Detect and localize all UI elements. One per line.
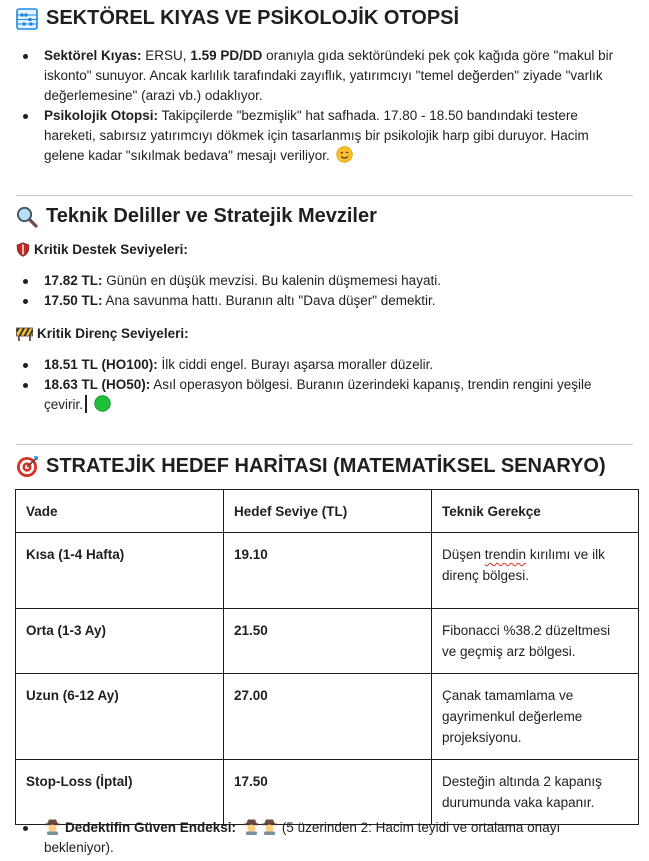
support-list	[0, 271, 630, 311]
target-icon	[16, 456, 38, 478]
target-table	[15, 489, 639, 825]
list-item: 18.63 TL (HO50): Asıl operasyon bölgesi. Buranın üzerindeki kapanış, trendin rengini yeşile çevirir.	[0, 375, 630, 415]
table-cell-hedef: 21.50	[224, 609, 432, 674]
table-row	[16, 760, 639, 825]
resistance-heading: Kritik Direnç Seviyeleri:	[16, 326, 189, 341]
table-cell-hedef: 19.10	[224, 533, 432, 609]
text-cursor	[85, 395, 87, 413]
list-item: Sektörel Kıyas: ERSU, 1.59 PD/DD oranıyla gıda sektöründeki pek çok kağıda göre "makul bir iskonto" sunuyor. Ancak karlılık tarafındaki zayıflık, yatırımcıyı "temel değerden" ziyade "varlık değerlemesine" (arazi vb.) odaklıyor.	[0, 46, 630, 106]
detective-icon	[261, 818, 278, 835]
section-title: STRATEJİK HEDEF HARİTASI (MATEMATİKSEL SENARYO)	[46, 455, 606, 477]
confidence-list	[0, 818, 630, 858]
sektorel-bullet-list	[0, 46, 630, 166]
table-cell-vade: Kısa (1-4 Hafta)	[16, 533, 224, 609]
table-header-cell: Teknik Gerekçe	[432, 490, 639, 533]
section-hedef-heading	[16, 455, 606, 478]
resistance-list	[0, 355, 630, 415]
list-item: Dedektifin Güven Endeksi: (5 üzerinden 2: Hacim teyidi ve ortalama onayı bekleniyor).	[0, 818, 630, 858]
table-cell-gerekce: Desteğin altında 2 kapanış durumunda vaka kapanır.	[432, 760, 639, 825]
shield-icon	[16, 242, 30, 257]
detective-icon	[44, 818, 61, 835]
table-cell-vade: Stop-Loss (İptal)	[16, 760, 224, 825]
table-header-cell: Hedef Seviye (TL)	[224, 490, 432, 533]
section-teknik-heading	[16, 205, 377, 228]
table-cell-gerekce: Çanak tamamlama ve gayrimenkul değerleme projeksiyonu.	[432, 674, 639, 760]
spellcheck-marked-word: trendin	[484, 547, 527, 562]
list-item: 18.51 TL (HO100): İlk ciddi engel. Burayı aşarsa moraller düzelir.	[0, 355, 630, 375]
list-item: 17.50 TL: Ana savunma hattı. Buranın altı "Dava düşer" demektir.	[0, 291, 630, 311]
section-title: SEKTÖREL KIYAS VE PSİKOLOJİK OTOPSİ	[46, 7, 460, 29]
table-cell-gerekce: Fibonacci %38.2 düzeltmesi ve geçmiş arz bölgesi.	[432, 609, 639, 674]
construction-barrier-icon	[16, 326, 33, 341]
table-row	[16, 609, 639, 674]
abacus-icon	[16, 8, 38, 30]
detective-icon	[243, 818, 260, 835]
divider	[16, 444, 633, 445]
divider	[16, 195, 633, 196]
section-sektorel-heading	[16, 7, 459, 30]
list-item: Psikolojik Otopsi: Takipçilerde "bezmişlik" hat safhada. 17.80 - 18.50 bandındaki testere hareketi, sabırsız yatırımcıyı dökmek için tasarlanmış bir psikolojik harp gibi duruyor. Hacim gelene kadar "sıkılmak bedava" mesajı veriliyor.	[0, 106, 630, 166]
section-title: Teknik Deliller ve Stratejik Mevziler	[46, 205, 377, 227]
magnifier-icon	[16, 206, 38, 228]
table-row	[16, 533, 639, 609]
table-cell-vade: Orta (1-3 Ay)	[16, 609, 224, 674]
table-row	[16, 674, 639, 760]
table-cell-hedef: 17.50	[224, 760, 432, 825]
winking-face-icon	[336, 146, 353, 163]
table-cell-vade: Uzun (6-12 Ay)	[16, 674, 224, 760]
table-cell-gerekce: Düşen trendin kırılımı ve ilk direnç bölgesi.	[432, 533, 639, 609]
green-circle-icon	[94, 395, 111, 412]
table-cell-hedef: 27.00	[224, 674, 432, 760]
table-header-row	[16, 490, 639, 533]
support-heading: Kritik Destek Seviyeleri:	[16, 242, 188, 257]
table-header-cell: Vade	[16, 490, 224, 533]
list-item: 17.82 TL: Günün en düşük mevzisi. Bu kalenin düşmemesi hayati.	[0, 271, 630, 291]
